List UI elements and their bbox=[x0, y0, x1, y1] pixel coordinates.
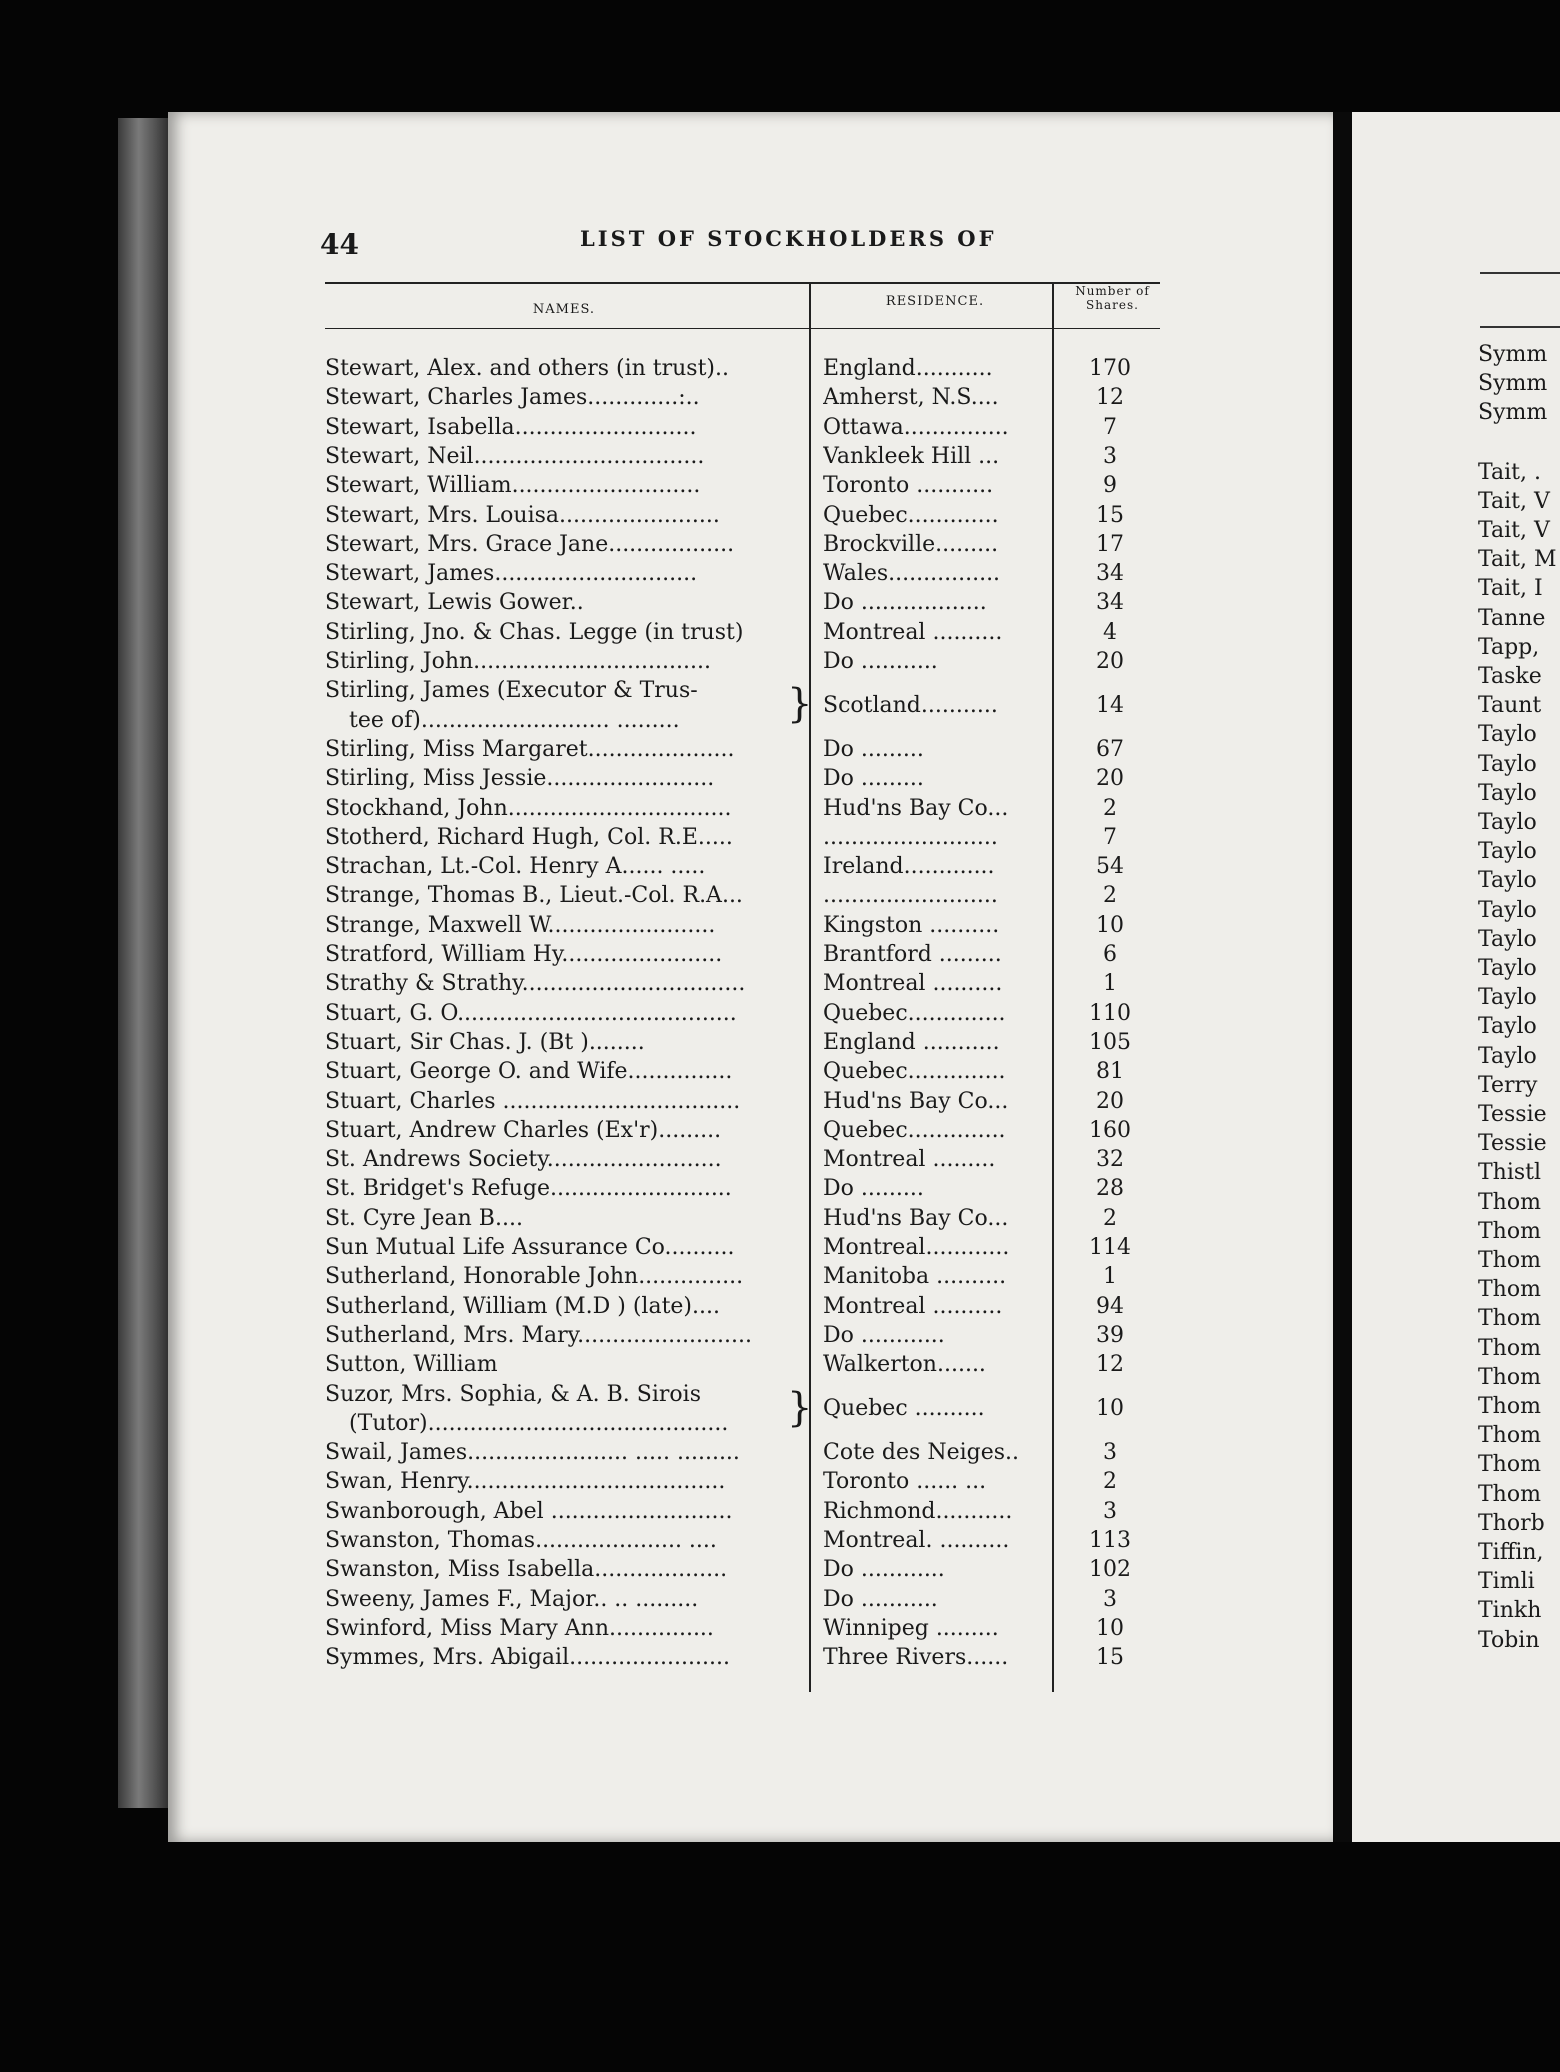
shares-cell: 105 bbox=[1089, 1029, 1131, 1055]
table-row bbox=[325, 794, 1160, 823]
shares-cell: 14 bbox=[1096, 692, 1124, 718]
name-cell: Swan, Henry..................................... bbox=[325, 1469, 726, 1495]
residence-cell: ......................... bbox=[823, 824, 998, 850]
residence-cell: Quebec.............. bbox=[823, 1117, 1006, 1143]
residence-cell: Quebec.............. bbox=[823, 1000, 1006, 1026]
name-cell: Symmes, Mrs. Abigail....................... bbox=[325, 1645, 730, 1671]
table-header-rule bbox=[325, 328, 1160, 329]
name-cell: Stewart, Mrs. Louisa....................... bbox=[325, 502, 720, 528]
name-cell-continuation: tee of)........................... ......... bbox=[349, 707, 680, 733]
name-cell: Stewart, Lewis Gower.. bbox=[325, 590, 584, 616]
table-row bbox=[325, 1174, 1160, 1203]
table-row bbox=[325, 1321, 1160, 1350]
shares-cell: 2 bbox=[1103, 795, 1117, 821]
table-row bbox=[325, 413, 1160, 442]
facing-page-fragment: Thom bbox=[1478, 1306, 1541, 1332]
name-cell: Strachan, Lt.-Col. Henry A...... ..... bbox=[325, 854, 706, 880]
residence-cell: Kingston .......... bbox=[823, 912, 1000, 938]
name-cell: Strange, Thomas B., Lieut.-Col. R.A... bbox=[325, 883, 743, 909]
name-cell: Stuart, G. O........................................ bbox=[325, 1000, 737, 1026]
facing-page-fragment: Taylo bbox=[1478, 839, 1537, 865]
residence-cell: Do ........... bbox=[823, 649, 938, 674]
facing-page-rule-top bbox=[1480, 272, 1560, 274]
residence-cell: Toronto ...... ... bbox=[823, 1469, 987, 1495]
residence-cell: Do ............ bbox=[823, 1557, 945, 1583]
residence-cell: Quebec.............. bbox=[823, 1059, 1006, 1085]
header-residence: RESIDENCE. bbox=[885, 294, 985, 309]
shares-cell: 10 bbox=[1096, 912, 1124, 938]
facing-page-fragment: Taunt bbox=[1478, 693, 1542, 719]
facing-page-rule-header bbox=[1480, 326, 1560, 328]
table-row bbox=[325, 1526, 1160, 1555]
facing-page-fragment: Taylo bbox=[1478, 722, 1537, 748]
name-cell: Swanston, Thomas..................... .... bbox=[325, 1528, 717, 1553]
table-row bbox=[325, 383, 1160, 412]
table-row bbox=[325, 501, 1160, 530]
name-cell: Stirling, Miss Jessie........................ bbox=[325, 766, 715, 792]
table-row bbox=[325, 999, 1160, 1028]
table-row bbox=[325, 1292, 1160, 1321]
shares-cell: 1 bbox=[1103, 1264, 1117, 1290]
residence-cell: Montreal .......... bbox=[823, 1293, 1003, 1319]
shares-cell: 113 bbox=[1089, 1528, 1131, 1553]
table-row bbox=[325, 1497, 1160, 1526]
facing-page-fragment: Symm bbox=[1478, 400, 1548, 426]
residence-cell: Wales................ bbox=[823, 561, 1001, 587]
residence-cell: England........... bbox=[823, 356, 993, 381]
residence-cell: Hud'ns Bay Co... bbox=[823, 795, 1009, 821]
name-cell: Stirling, John.................................. bbox=[325, 649, 711, 674]
table-row bbox=[325, 969, 1160, 998]
facing-page-fragment: Tessie bbox=[1478, 1131, 1547, 1157]
table-top-rule bbox=[325, 282, 1160, 284]
residence-cell: Brockville......... bbox=[823, 531, 999, 557]
residence-cell: Quebec............. bbox=[823, 502, 999, 528]
facing-page-fragment: Taske bbox=[1478, 664, 1542, 689]
shares-cell: 7 bbox=[1103, 414, 1117, 440]
name-cell: Sutherland, William (M.D ) (late).... bbox=[325, 1293, 720, 1319]
residence-cell: Hud'ns Bay Co... bbox=[823, 1088, 1009, 1114]
residence-cell: Vankleek Hill ... bbox=[823, 443, 1000, 469]
facing-page-fragment: Tanne bbox=[1478, 605, 1546, 631]
table-row bbox=[325, 1380, 1160, 1439]
table-row bbox=[325, 735, 1160, 764]
facing-page-fragment: Tait, M bbox=[1478, 547, 1557, 573]
shares-cell: 34 bbox=[1096, 590, 1124, 616]
header-shares: Number of Shares. bbox=[1075, 284, 1150, 312]
name-cell: Sun Mutual Life Assurance Co.......... bbox=[325, 1235, 735, 1260]
table-row bbox=[325, 764, 1160, 793]
table-row bbox=[325, 1438, 1160, 1467]
table-row bbox=[325, 618, 1160, 647]
page-gutter bbox=[1333, 112, 1352, 1842]
residence-cell: Cote des Neiges.. bbox=[823, 1440, 1020, 1466]
table-row bbox=[325, 852, 1160, 881]
name-cell: Strathy & Strathy................................ bbox=[325, 971, 746, 997]
name-cell: St. Cyre Jean B.... bbox=[325, 1205, 523, 1231]
facing-page-fragment: Symm bbox=[1478, 371, 1548, 397]
facing-page-fragment: Taylo bbox=[1478, 926, 1537, 952]
name-cell: Swanston, Miss Isabella................... bbox=[325, 1557, 728, 1583]
shares-cell: 54 bbox=[1096, 854, 1124, 880]
shares-cell: 32 bbox=[1096, 1147, 1124, 1173]
shares-cell: 20 bbox=[1096, 766, 1124, 792]
name-cell: Stewart, James............................. bbox=[325, 561, 698, 587]
shares-cell: 81 bbox=[1096, 1059, 1124, 1085]
table-row bbox=[325, 940, 1160, 969]
name-cell: Stirling, Jno. & Chas. Legge (in trust) bbox=[325, 619, 744, 645]
residence-cell: Scotland........... bbox=[823, 692, 998, 718]
residence-cell: Montreal. .......... bbox=[823, 1528, 1010, 1553]
shares-cell: 20 bbox=[1096, 1088, 1124, 1114]
header-names: NAMES. bbox=[532, 302, 596, 317]
name-cell: Stotherd, Richard Hugh, Col. R.E..... bbox=[325, 824, 733, 850]
facing-page-fragment: Tiffin, bbox=[1478, 1540, 1544, 1565]
shares-cell: 160 bbox=[1089, 1117, 1131, 1143]
facing-page-fragment: Tessie bbox=[1478, 1102, 1547, 1127]
residence-cell: Do ......... bbox=[823, 736, 924, 762]
shares-cell: 10 bbox=[1096, 1615, 1124, 1641]
book-spine bbox=[118, 118, 170, 1808]
name-cell: Sutherland, Honorable John............... bbox=[325, 1264, 744, 1290]
shares-cell: 9 bbox=[1103, 473, 1117, 499]
residence-cell: Winnipeg ......... bbox=[823, 1615, 999, 1641]
page-number: 44 bbox=[320, 228, 359, 261]
name-cell: St. Andrews Society......................... bbox=[325, 1147, 722, 1173]
residence-cell: Ottawa............... bbox=[823, 414, 1009, 440]
residence-cell: Do .................. bbox=[823, 590, 987, 616]
name-cell: St. Bridget's Refuge.......................... bbox=[325, 1176, 732, 1202]
shares-cell: 3 bbox=[1103, 443, 1117, 469]
facing-page-fragment: Tait, V bbox=[1478, 488, 1550, 514]
table-row bbox=[325, 1262, 1160, 1291]
residence-cell: Richmond........... bbox=[823, 1498, 1013, 1524]
table-row bbox=[325, 1585, 1160, 1614]
shares-cell: 2 bbox=[1103, 1205, 1117, 1231]
residence-cell: England ........... bbox=[823, 1029, 1000, 1055]
facing-page-fragment: Thorb bbox=[1478, 1510, 1545, 1536]
name-cell: Stuart, Andrew Charles (Ex'r)......... bbox=[325, 1117, 722, 1143]
table-row bbox=[325, 1087, 1160, 1116]
name-cell: Sutherland, Mrs. Mary......................... bbox=[325, 1322, 752, 1348]
table-row bbox=[325, 647, 1160, 676]
name-cell: Swanborough, Abel .......................... bbox=[325, 1498, 733, 1524]
table-row bbox=[325, 1555, 1160, 1584]
shares-cell: 110 bbox=[1089, 1000, 1131, 1026]
name-cell: Stirling, Miss Margaret..................... bbox=[325, 736, 735, 762]
residence-cell: Montreal .......... bbox=[823, 971, 1003, 997]
residence-cell: Do ........... bbox=[823, 1586, 938, 1612]
residence-cell: Ireland............. bbox=[823, 854, 995, 880]
name-cell: Strange, Maxwell W........................ bbox=[325, 912, 716, 938]
facing-page-fragment: Thom bbox=[1478, 1394, 1541, 1419]
name-cell: Stewart, Mrs. Grace Jane.................. bbox=[325, 531, 735, 557]
brace-mark: } bbox=[787, 1384, 813, 1431]
name-cell: Swinford, Miss Mary Ann............... bbox=[325, 1615, 714, 1641]
table-row bbox=[325, 823, 1160, 852]
facing-page-fragment: Thom bbox=[1478, 1277, 1541, 1303]
table-row bbox=[325, 1057, 1160, 1086]
facing-page-fragment: Taylo bbox=[1478, 1043, 1537, 1069]
facing-page-fragment: Symm bbox=[1478, 342, 1548, 367]
table-row bbox=[325, 1233, 1160, 1262]
table-row bbox=[325, 1614, 1160, 1643]
name-cell: Stewart, Charles James.............:.. bbox=[325, 385, 700, 411]
residence-cell: Do ......... bbox=[823, 1176, 924, 1202]
shares-cell: 4 bbox=[1103, 619, 1117, 645]
facing-page-fragment: Thom bbox=[1478, 1423, 1541, 1449]
table-row bbox=[325, 1204, 1160, 1233]
facing-page-fragment: Taylo bbox=[1478, 868, 1537, 894]
facing-page-fragment: Thistl bbox=[1478, 1160, 1542, 1186]
shares-cell: 7 bbox=[1103, 824, 1117, 850]
shares-cell: 3 bbox=[1103, 1498, 1117, 1524]
facing-page-fragment: Tait, I bbox=[1478, 576, 1543, 602]
facing-page-fragment: Taylo bbox=[1478, 956, 1537, 981]
facing-page-fragment: Terry bbox=[1478, 1072, 1538, 1098]
facing-page-fragment: Tait, . bbox=[1478, 459, 1541, 485]
name-cell-continuation: (Tutor)........................................... bbox=[349, 1410, 729, 1436]
residence-cell: Toronto ........... bbox=[823, 473, 994, 499]
table-row bbox=[325, 354, 1160, 383]
shares-cell: 34 bbox=[1096, 561, 1124, 587]
facing-page-fragment: Thom bbox=[1478, 1218, 1541, 1244]
table-row bbox=[325, 588, 1160, 617]
shares-cell: 1 bbox=[1103, 971, 1117, 997]
shares-cell: 28 bbox=[1096, 1176, 1124, 1202]
table-row bbox=[325, 559, 1160, 588]
facing-page-fragment: Thom bbox=[1478, 1248, 1541, 1273]
residence-cell: Do ......... bbox=[823, 766, 924, 792]
shares-cell: 94 bbox=[1096, 1293, 1124, 1319]
table-row bbox=[325, 530, 1160, 559]
facing-page-fragment: Taylo bbox=[1478, 897, 1537, 923]
shares-cell: 67 bbox=[1096, 736, 1124, 762]
facing-page-fragment: Thom bbox=[1478, 1335, 1541, 1361]
name-cell: Stuart, Sir Chas. J. (Bt )........ bbox=[325, 1029, 645, 1055]
name-cell: Stewart, Isabella.......................... bbox=[325, 414, 697, 440]
shares-cell: 10 bbox=[1096, 1396, 1124, 1422]
brace-mark: } bbox=[787, 681, 813, 728]
residence-cell: ......................... bbox=[823, 883, 998, 909]
name-cell: Stuart, Charles .................................. bbox=[325, 1088, 741, 1114]
shares-cell: 2 bbox=[1103, 1469, 1117, 1495]
shares-cell: 6 bbox=[1103, 942, 1117, 967]
shares-cell: 102 bbox=[1089, 1557, 1131, 1583]
table-row bbox=[325, 1028, 1160, 1057]
residence-cell: Amherst, N.S.... bbox=[823, 385, 999, 411]
table-row bbox=[325, 1467, 1160, 1496]
residence-cell: Montreal............ bbox=[823, 1235, 1010, 1260]
shares-cell: 15 bbox=[1096, 502, 1124, 528]
residence-cell: Hud'ns Bay Co... bbox=[823, 1205, 1009, 1231]
residence-cell: Manitoba .......... bbox=[823, 1264, 1007, 1290]
facing-page-fragment: Taylo bbox=[1478, 780, 1537, 806]
shares-cell: 17 bbox=[1096, 531, 1124, 557]
running-title: LIST OF STOCKHOLDERS OF bbox=[580, 226, 997, 251]
facing-page-fragment: Tait, V bbox=[1478, 518, 1550, 543]
name-cell: Stirling, James (Executor & Trus- bbox=[325, 678, 698, 704]
facing-page-fragment: Thom bbox=[1478, 1364, 1541, 1390]
table-row bbox=[325, 676, 1160, 735]
residence-cell: Three Rivers...... bbox=[823, 1645, 1009, 1671]
shares-cell: 2 bbox=[1103, 883, 1117, 909]
table-row bbox=[325, 1116, 1160, 1145]
residence-cell: Quebec .......... bbox=[823, 1396, 985, 1422]
shares-cell: 12 bbox=[1096, 385, 1124, 411]
name-cell: Stewart, William........................... bbox=[325, 473, 701, 499]
residence-cell: Montreal .......... bbox=[823, 619, 1003, 645]
name-cell: Stewart, Alex. and others (in trust).. bbox=[325, 356, 730, 381]
shares-cell: 39 bbox=[1096, 1322, 1124, 1348]
residence-cell: Montreal ......... bbox=[823, 1147, 996, 1173]
shares-cell: 3 bbox=[1103, 1440, 1117, 1466]
facing-page-fragment: Timli bbox=[1478, 1569, 1535, 1595]
shares-cell: 114 bbox=[1089, 1235, 1131, 1260]
facing-page-fragment: Thom bbox=[1478, 1189, 1541, 1215]
facing-page-fragment: Thom bbox=[1478, 1481, 1541, 1507]
name-cell: Swail, James....................... ..... ......... bbox=[325, 1440, 740, 1466]
shares-cell: 20 bbox=[1096, 649, 1124, 674]
shares-cell: 15 bbox=[1096, 1645, 1124, 1671]
name-cell: Sutton, William bbox=[325, 1352, 498, 1378]
facing-page-fragment: Taylo bbox=[1478, 1014, 1537, 1040]
table-row bbox=[325, 471, 1160, 500]
shares-cell: 12 bbox=[1096, 1352, 1124, 1378]
residence-cell: Brantford ......... bbox=[823, 942, 1002, 967]
facing-page-fragment: Thom bbox=[1478, 1452, 1541, 1478]
facing-page-fragment: Taylo bbox=[1478, 810, 1537, 835]
residence-cell: Walkerton....... bbox=[823, 1352, 986, 1378]
facing-page-fragment: Tapp, bbox=[1478, 634, 1540, 660]
table-row bbox=[325, 1350, 1160, 1379]
shares-cell: 3 bbox=[1103, 1586, 1117, 1612]
name-cell: Stockhand, John................................ bbox=[325, 795, 732, 821]
table-row bbox=[325, 911, 1160, 940]
name-cell: Stratford, William Hy....................... bbox=[325, 942, 723, 967]
name-cell: Sweeny, James F., Major.. .. ......... bbox=[325, 1586, 699, 1612]
facing-page-fragment: Tinkh bbox=[1478, 1598, 1542, 1624]
name-cell: Stuart, George O. and Wife............... bbox=[325, 1059, 733, 1085]
table-row bbox=[325, 1145, 1160, 1174]
facing-page-fragment: Taylo bbox=[1478, 985, 1537, 1011]
facing-page-fragment: Tobin bbox=[1478, 1627, 1540, 1653]
shares-cell: 170 bbox=[1089, 356, 1131, 381]
facing-page-fragment: Taylo bbox=[1478, 751, 1537, 777]
name-cell: Suzor, Mrs. Sophia, & A. B. Sirois bbox=[325, 1381, 701, 1407]
table-row bbox=[325, 881, 1160, 910]
table-row bbox=[325, 442, 1160, 471]
table-row bbox=[325, 1643, 1160, 1672]
residence-cell: Do ............ bbox=[823, 1322, 945, 1348]
name-cell: Stewart, Neil................................. bbox=[325, 443, 705, 469]
